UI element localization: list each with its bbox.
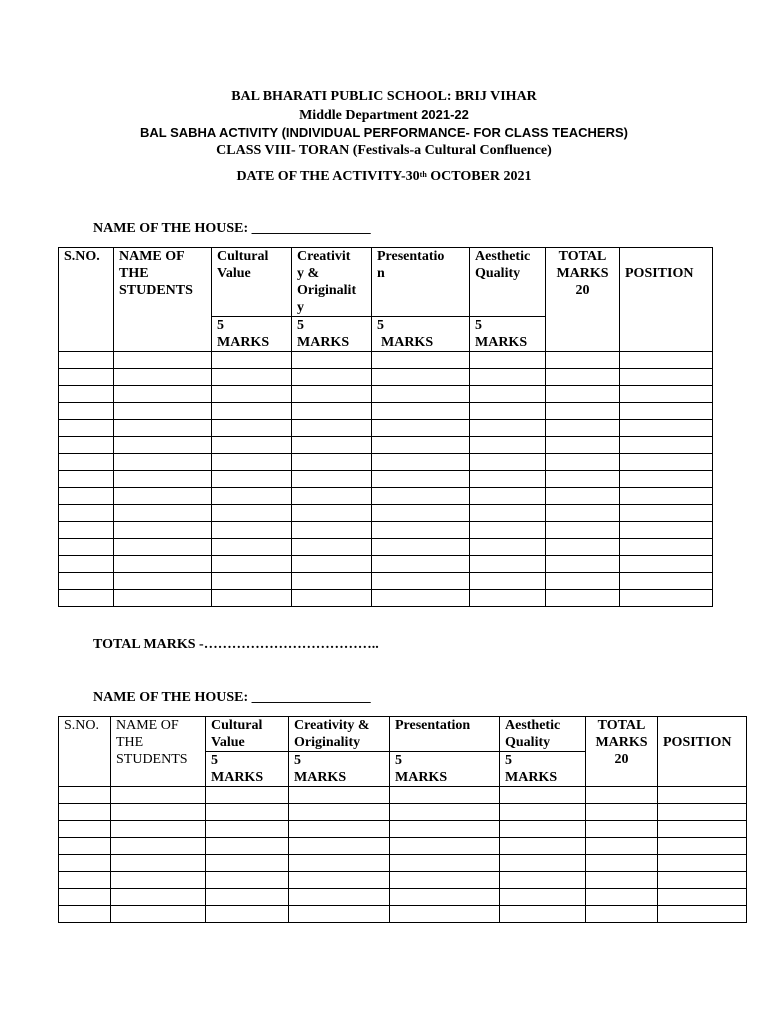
date-suffix: OCTOBER 2021 — [426, 169, 532, 184]
table-cell[interactable] — [658, 838, 747, 855]
table-row — [59, 804, 747, 821]
table-cell[interactable] — [212, 420, 292, 437]
table-cell[interactable] — [546, 352, 620, 369]
table-cell[interactable] — [59, 352, 114, 369]
table-cell[interactable] — [212, 352, 292, 369]
table-cell[interactable] — [206, 906, 289, 923]
header-line: y & — [297, 266, 320, 281]
header-line: Cultural — [211, 718, 263, 733]
header-line: Creativit — [297, 249, 351, 264]
marks-table-2 — [58, 716, 747, 923]
table-row — [59, 437, 713, 454]
header-line: Cultural — [217, 249, 269, 264]
table-cell[interactable] — [470, 437, 546, 454]
table-cell[interactable] — [292, 471, 372, 488]
total-marks-label: TOTAL MARKS -……………………………….. — [93, 637, 379, 652]
table-cell[interactable] — [289, 787, 390, 804]
table-row — [59, 872, 747, 889]
header-line: y — [297, 300, 304, 315]
table-cell[interactable] — [206, 804, 289, 821]
table-cell[interactable] — [658, 787, 747, 804]
marks-aesthetic — [500, 752, 586, 787]
marks-word: MARKS — [381, 335, 434, 350]
table-cell[interactable] — [372, 522, 470, 539]
table-cell[interactable] — [212, 386, 292, 403]
table-row — [59, 573, 713, 590]
table-cell[interactable] — [114, 454, 212, 471]
header-position: POSITION — [620, 248, 713, 352]
table-cell[interactable] — [658, 821, 747, 838]
marks-word: MARKS — [297, 335, 350, 350]
table-cell[interactable] — [114, 369, 212, 386]
table-cell[interactable] — [500, 821, 586, 838]
table-cell[interactable] — [289, 906, 390, 923]
table-cell[interactable] — [206, 787, 289, 804]
table-cell[interactable] — [546, 471, 620, 488]
table-cell[interactable] — [289, 838, 390, 855]
table-row — [59, 855, 747, 872]
table-cell[interactable] — [586, 855, 658, 872]
table-cell[interactable] — [390, 787, 500, 804]
house-name-label-1: NAME OF THE HOUSE: _________________ — [93, 221, 371, 236]
table-cell[interactable] — [500, 889, 586, 906]
table-cell[interactable] — [470, 403, 546, 420]
header-line: MARKS — [556, 266, 609, 281]
table-cell[interactable] — [111, 787, 206, 804]
table-cell[interactable] — [114, 386, 212, 403]
header-line: 20 — [575, 283, 590, 298]
table-cell[interactable] — [372, 505, 470, 522]
date-superscript: th — [419, 170, 427, 179]
table-cell[interactable] — [620, 403, 713, 420]
table-cell[interactable] — [292, 522, 372, 539]
header-creativity — [289, 717, 390, 752]
table-cell[interactable] — [289, 889, 390, 906]
table-cell[interactable] — [620, 556, 713, 573]
table-cell[interactable] — [470, 352, 546, 369]
marks-creativity — [289, 752, 390, 787]
activity-title: BAL SABHA ACTIVITY (INDIVIDUAL PERFORMANCE- FOR CLASS TEACHERS) — [140, 125, 628, 140]
table-cell[interactable] — [114, 556, 212, 573]
table-cell[interactable] — [111, 889, 206, 906]
table-row — [59, 369, 713, 386]
header-line: Value — [217, 266, 251, 281]
table-cell[interactable] — [114, 590, 212, 607]
table-cell[interactable] — [292, 369, 372, 386]
marks-table-1 — [58, 247, 713, 607]
table-cell[interactable] — [59, 838, 111, 855]
table-cell[interactable] — [114, 522, 212, 539]
table-cell[interactable] — [390, 821, 500, 838]
marks-word: MARKS — [395, 770, 448, 785]
class-line: CLASS VIII- TORAN (Festivals-a Cultural Confluence) — [216, 143, 552, 158]
table-cell[interactable] — [292, 573, 372, 590]
table-cell[interactable] — [470, 386, 546, 403]
table-cell[interactable] — [212, 522, 292, 539]
table-cell[interactable] — [500, 838, 586, 855]
table-cell[interactable] — [500, 872, 586, 889]
table-cell[interactable] — [59, 573, 114, 590]
table-cell[interactable] — [470, 471, 546, 488]
marks-presentation — [372, 317, 470, 352]
header-line: STUDENTS — [119, 283, 193, 298]
table-cell[interactable] — [658, 855, 747, 872]
table-cell[interactable] — [292, 403, 372, 420]
header-line: MARKS — [595, 735, 648, 750]
table-cell[interactable] — [620, 454, 713, 471]
header-sno: S.NO. — [59, 248, 114, 352]
table-row — [59, 352, 713, 369]
table-cell[interactable] — [586, 787, 658, 804]
table-cell[interactable] — [59, 590, 114, 607]
table-cell[interactable] — [586, 838, 658, 855]
table-cell[interactable] — [212, 556, 292, 573]
table-cell[interactable] — [59, 906, 111, 923]
table-cell[interactable] — [372, 590, 470, 607]
table-cell[interactable] — [546, 488, 620, 505]
header-line: Originality — [294, 735, 361, 750]
table-cell[interactable] — [292, 505, 372, 522]
table-cell[interactable] — [212, 454, 292, 471]
table-cell[interactable] — [212, 471, 292, 488]
table-row — [59, 889, 747, 906]
header-line: Quality — [505, 735, 551, 750]
table-row — [59, 590, 713, 607]
table-cell[interactable] — [59, 889, 111, 906]
table-cell[interactable] — [59, 488, 114, 505]
table-row — [59, 821, 747, 838]
header-cultural-value — [206, 717, 289, 752]
marks-num: 5 — [395, 753, 402, 768]
table-cell[interactable] — [111, 855, 206, 872]
table-cell[interactable] — [546, 522, 620, 539]
table-cell[interactable] — [546, 573, 620, 590]
table-cell[interactable] — [111, 804, 206, 821]
marks-word: MARKS — [211, 770, 264, 785]
table-cell[interactable] — [500, 855, 586, 872]
table-cell[interactable] — [372, 471, 470, 488]
marks-word: MARKS — [294, 770, 347, 785]
table-cell[interactable] — [59, 522, 114, 539]
table-cell[interactable] — [372, 420, 470, 437]
table-cell[interactable] — [620, 522, 713, 539]
header-position: POSITION — [658, 717, 747, 787]
header-line: n — [377, 266, 385, 281]
table-cell[interactable] — [470, 522, 546, 539]
table-cell[interactable] — [111, 906, 206, 923]
table-cell[interactable] — [372, 352, 470, 369]
table-cell[interactable] — [546, 386, 620, 403]
table-row — [59, 787, 747, 804]
table-cell[interactable] — [470, 590, 546, 607]
table-cell[interactable] — [546, 454, 620, 471]
table-cell[interactable] — [59, 420, 114, 437]
table-cell[interactable] — [212, 539, 292, 556]
table-cell[interactable] — [546, 539, 620, 556]
table-cell[interactable] — [114, 352, 212, 369]
table-cell[interactable] — [546, 556, 620, 573]
table-cell[interactable] — [372, 488, 470, 505]
table-cell[interactable] — [390, 872, 500, 889]
table-cell[interactable] — [620, 420, 713, 437]
table-row — [59, 488, 713, 505]
header-line: TOTAL — [597, 718, 646, 733]
table-cell[interactable] — [59, 505, 114, 522]
table-cell[interactable] — [372, 556, 470, 573]
table-row — [59, 505, 713, 522]
table-cell[interactable] — [470, 488, 546, 505]
header-line: NAME OF — [119, 249, 185, 264]
marks-num: 5 — [294, 753, 301, 768]
table-cell[interactable] — [206, 872, 289, 889]
header-line: STUDENTS — [116, 752, 188, 767]
table-cell[interactable] — [546, 420, 620, 437]
table-cell[interactable] — [59, 821, 111, 838]
table-cell[interactable] — [620, 369, 713, 386]
table-cell[interactable] — [390, 889, 500, 906]
table-cell[interactable] — [114, 539, 212, 556]
table-cell[interactable] — [500, 787, 586, 804]
table-cell[interactable] — [586, 889, 658, 906]
header-line: Creativity & — [294, 718, 370, 733]
header-line: THE — [119, 266, 149, 281]
table-cell[interactable] — [658, 889, 747, 906]
header-line: Originalit — [297, 283, 357, 298]
table-row — [59, 522, 713, 539]
table-cell[interactable] — [111, 821, 206, 838]
department-prefix: Middle Department — [299, 108, 418, 123]
table-row — [59, 906, 747, 923]
table-cell[interactable] — [206, 821, 289, 838]
table-cell[interactable] — [586, 872, 658, 889]
table-cell[interactable] — [292, 437, 372, 454]
table-cell[interactable] — [212, 488, 292, 505]
table-cell[interactable] — [620, 539, 713, 556]
table-cell[interactable] — [114, 573, 212, 590]
table-cell[interactable] — [586, 821, 658, 838]
table-cell[interactable] — [546, 590, 620, 607]
table-row — [59, 454, 713, 471]
table-cell[interactable] — [586, 804, 658, 821]
header-line: NAME OF — [116, 718, 179, 733]
table-cell[interactable] — [658, 906, 747, 923]
table-cell[interactable] — [212, 403, 292, 420]
table-cell[interactable] — [59, 369, 114, 386]
department-line — [0, 106, 768, 124]
table-cell[interactable] — [289, 804, 390, 821]
table-cell[interactable] — [390, 838, 500, 855]
table-cell[interactable] — [111, 838, 206, 855]
table-cell[interactable] — [111, 872, 206, 889]
table-row — [59, 471, 713, 488]
table-cell[interactable] — [114, 420, 212, 437]
table-cell[interactable] — [114, 403, 212, 420]
marks-num: 5 — [217, 318, 224, 333]
table-cell[interactable] — [620, 488, 713, 505]
table-cell[interactable] — [658, 872, 747, 889]
table-cell[interactable] — [212, 369, 292, 386]
activity-date — [0, 168, 768, 185]
marks-num: 5 — [211, 753, 218, 768]
table-cell[interactable] — [620, 437, 713, 454]
date-prefix: DATE OF THE ACTIVITY-30 — [236, 169, 420, 184]
table-cell[interactable] — [658, 804, 747, 821]
header-student-name — [111, 717, 206, 787]
marks-aesthetic — [470, 317, 546, 352]
table-cell[interactable] — [470, 573, 546, 590]
header-line: TOTAL — [558, 249, 607, 264]
header-line: Quality — [475, 266, 521, 281]
table-cell[interactable] — [470, 420, 546, 437]
table-row — [59, 403, 713, 420]
table-cell[interactable] — [59, 471, 114, 488]
table-cell[interactable] — [59, 804, 111, 821]
table-cell[interactable] — [289, 872, 390, 889]
school-name: BAL BHARATI PUBLIC SCHOOL: BRIJ VIHAR — [231, 89, 537, 104]
marks-cultural — [206, 752, 289, 787]
table-cell[interactable] — [206, 838, 289, 855]
table-cell[interactable] — [59, 556, 114, 573]
table-cell[interactable] — [289, 821, 390, 838]
table-cell[interactable] — [546, 369, 620, 386]
header-presentation — [372, 248, 470, 317]
table-cell[interactable] — [212, 590, 292, 607]
header-line: Aesthetic — [475, 249, 531, 264]
table-cell[interactable] — [372, 539, 470, 556]
table-cell[interactable] — [292, 454, 372, 471]
table-cell[interactable] — [546, 505, 620, 522]
table-cell[interactable] — [212, 437, 292, 454]
table-cell[interactable] — [212, 573, 292, 590]
table-cell[interactable] — [470, 454, 546, 471]
table-cell[interactable] — [620, 505, 713, 522]
table-cell[interactable] — [390, 804, 500, 821]
table-cell[interactable] — [114, 505, 212, 522]
header-sno: S.NO. — [59, 717, 111, 787]
marks-word: MARKS — [217, 335, 270, 350]
header-line: Value — [211, 735, 245, 750]
table-cell[interactable] — [59, 855, 111, 872]
table-cell[interactable] — [470, 556, 546, 573]
table-cell[interactable] — [620, 386, 713, 403]
header-creativity — [292, 248, 372, 317]
table-cell[interactable] — [59, 403, 114, 420]
table-cell[interactable] — [114, 437, 212, 454]
header-line: THE — [116, 735, 144, 750]
header-total-marks — [586, 717, 658, 787]
table-cell[interactable] — [292, 488, 372, 505]
table-cell[interactable] — [372, 573, 470, 590]
table-cell[interactable] — [500, 906, 586, 923]
table-cell[interactable] — [59, 386, 114, 403]
table-cell[interactable] — [292, 556, 372, 573]
marks-creativity — [292, 317, 372, 352]
table-cell[interactable] — [59, 539, 114, 556]
table-cell[interactable] — [620, 352, 713, 369]
marks-num: 5 — [297, 318, 304, 333]
table-cell[interactable] — [390, 906, 500, 923]
table-cell[interactable] — [292, 420, 372, 437]
marks-cultural — [212, 317, 292, 352]
table-cell[interactable] — [212, 505, 292, 522]
table-cell[interactable] — [59, 454, 114, 471]
marks-word: MARKS — [475, 335, 528, 350]
marks-presentation — [390, 752, 500, 787]
table-row — [59, 556, 713, 573]
marks-num: 5 — [475, 318, 482, 333]
table-cell[interactable] — [372, 437, 470, 454]
table-cell[interactable] — [372, 454, 470, 471]
table-cell[interactable] — [470, 505, 546, 522]
table-cell[interactable] — [206, 855, 289, 872]
table-cell[interactable] — [372, 403, 470, 420]
table-cell[interactable] — [620, 573, 713, 590]
table-cell[interactable] — [292, 590, 372, 607]
table-row — [59, 386, 713, 403]
table-cell[interactable] — [372, 369, 470, 386]
table-cell[interactable] — [546, 403, 620, 420]
table-cell[interactable] — [114, 471, 212, 488]
table-cell[interactable] — [620, 590, 713, 607]
marks-num: 5 — [377, 318, 384, 333]
table-cell[interactable] — [292, 539, 372, 556]
marks-num: 5 — [505, 753, 512, 768]
table-cell[interactable] — [390, 855, 500, 872]
table-cell[interactable] — [59, 437, 114, 454]
header-aesthetic — [470, 248, 546, 317]
header-aesthetic — [500, 717, 586, 752]
table-cell[interactable] — [59, 787, 111, 804]
table-cell[interactable] — [470, 539, 546, 556]
table-row — [59, 539, 713, 556]
header-student-name — [114, 248, 212, 352]
table-cell[interactable] — [372, 386, 470, 403]
header-line: Aesthetic — [505, 718, 561, 733]
header-total-marks — [546, 248, 620, 352]
table-cell[interactable] — [470, 369, 546, 386]
house-name-label-2: NAME OF THE HOUSE: _________________ — [93, 690, 371, 705]
table-cell[interactable] — [546, 437, 620, 454]
table-cell[interactable] — [289, 855, 390, 872]
table-cell[interactable] — [292, 386, 372, 403]
table-cell[interactable] — [114, 488, 212, 505]
table-cell[interactable] — [292, 352, 372, 369]
table-cell[interactable] — [620, 471, 713, 488]
header-cultural-value — [212, 248, 292, 317]
table-row — [59, 838, 747, 855]
table-cell[interactable] — [59, 872, 111, 889]
header-line: Presentatio — [377, 249, 445, 264]
marks-word: MARKS — [505, 770, 558, 785]
table-cell[interactable] — [586, 906, 658, 923]
table-cell[interactable] — [500, 804, 586, 821]
header-line: 20 — [614, 752, 629, 767]
header-presentation: Presentation — [390, 717, 500, 752]
table-row — [59, 420, 713, 437]
department-year: 2021-22 — [421, 107, 469, 122]
table-cell[interactable] — [206, 889, 289, 906]
